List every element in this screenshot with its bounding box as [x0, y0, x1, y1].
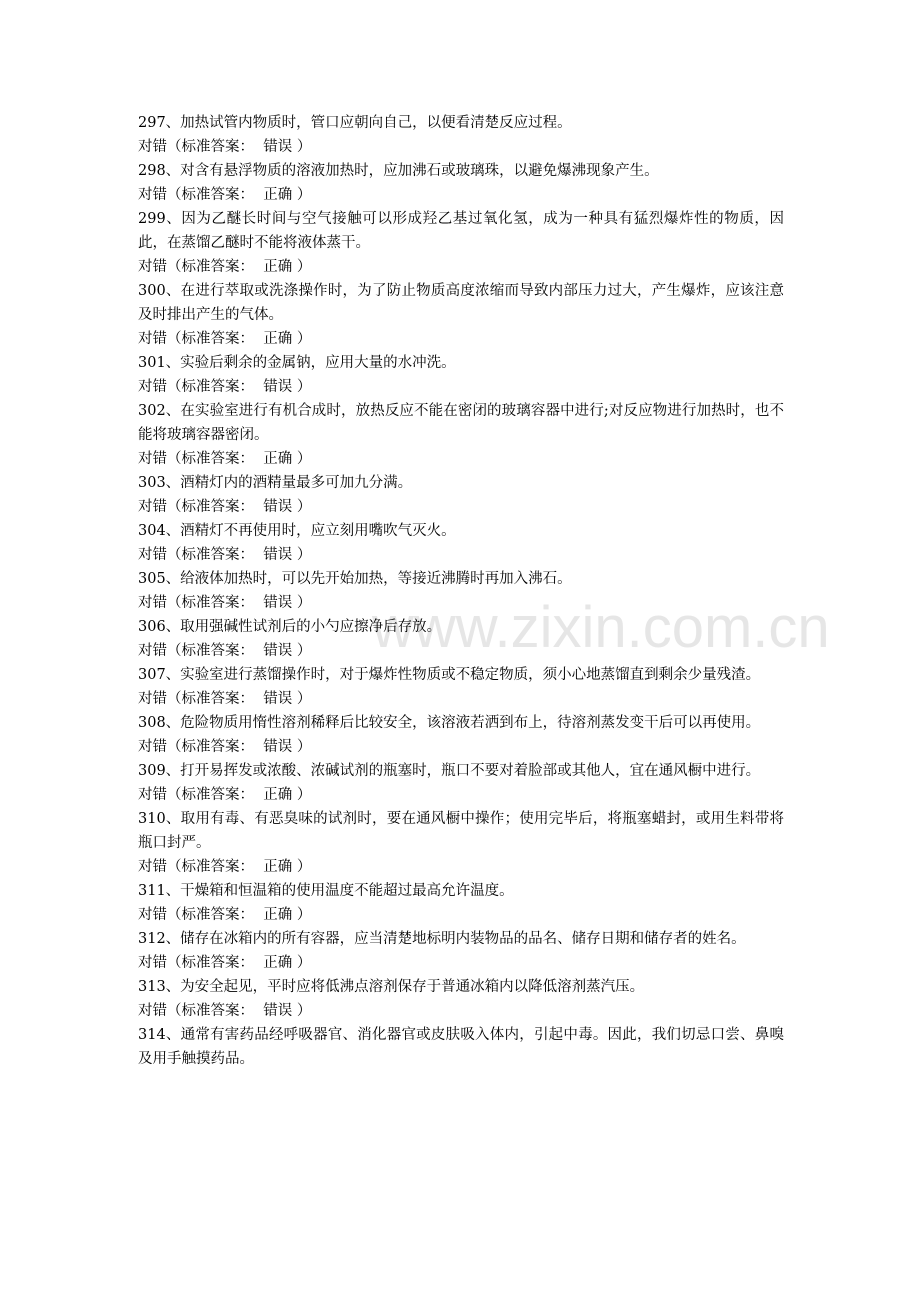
question-text: 309、打开易挥发或浓酸、浓碱试剂的瓶塞时，瓶口不要对着脸部或其他人，宜在通风橱中进行。 — [138, 763, 761, 779]
answer-text: 对错（标准答案： 错误 ） — [138, 499, 312, 515]
watermark: www.zixin.com.cn — [372, 595, 830, 660]
answer-text: 对错（标准答案： 正确 ） — [138, 787, 312, 803]
question-text: 300、在进行萃取或洗涤操作时，为了防止物质高度浓缩而导致内部压力过大，产生爆炸，应该注意及时排出产生的气体。 — [138, 283, 784, 323]
answer-text: 对错（标准答案： 正确 ） — [138, 259, 312, 275]
question-text: 313、为安全起见，平时应将低沸点溶剂保存于普通冰箱内以降低溶剂蒸汽压。 — [138, 979, 645, 995]
answer-text: 对错（标准答案： 正确 ） — [138, 187, 312, 203]
answer-text: 对错（标准答案： 正确 ） — [138, 907, 312, 923]
answer-text: 对错（标准答案： 错误 ） — [138, 1003, 312, 1019]
question-text: 306、取用强碱性试剂后的小勺应擦净后存放。 — [138, 619, 442, 635]
question-text: 299、因为乙醚长时间与空气接触可以形成羟乙基过氧化氢，成为一种具有猛烈爆炸性的物质，因此，在蒸馏乙醚时不能将液体蒸干。 — [138, 211, 784, 251]
answer-text: 对错（标准答案： 错误 ） — [138, 547, 312, 563]
question-text: 301、实验后剩余的金属钠，应用大量的水冲洗。 — [138, 355, 456, 371]
answer-text: 对错（标准答案： 错误 ） — [138, 379, 312, 395]
question-text: 314、通常有害药品经呼吸器官、消化器官或皮肤吸入体内，引起中毒。因此，我们切忌口尝、鼻嗅及用手触摸药品。 — [138, 1027, 784, 1067]
question-text: 311、干燥箱和恒温箱的使用温度不能超过最高允许温度。 — [138, 883, 514, 899]
question-text: 305、给液体加热时，可以先开始加热，等接近沸腾时再加入沸石。 — [138, 571, 572, 587]
answer-text: 对错（标准答案： 错误 ） — [138, 691, 312, 707]
question-text: 298、对含有悬浮物质的溶液加热时，应加沸石或玻璃珠，以避免爆沸现象产生。 — [138, 163, 659, 179]
question-text: 302、在实验室进行有机合成时，放热反应不能在密闭的玻璃容器中进行;对反应物进行加热时，也不能将玻璃容器密闭。 — [138, 403, 784, 443]
question-text: 303、酒精灯内的酒精量最多可加九分满。 — [138, 475, 413, 491]
answer-text: 对错（标准答案： 正确 ） — [138, 859, 312, 875]
question-text: 308、危险物质用惰性溶剂稀释后比较安全，该溶液若洒到布上，待溶剂蒸发变干后可以再使用。 — [138, 715, 761, 731]
answer-text: 对错（标准答案： 错误 ） — [138, 595, 312, 611]
answer-text: 对错（标准答案： 正确 ） — [138, 451, 312, 467]
answer-text: 对错（标准答案： 错误 ） — [138, 739, 312, 755]
answer-text: 对错（标准答案： 错误 ） — [138, 139, 312, 155]
question-list — [138, 111, 784, 1071]
answer-text: 对错（标准答案： 正确 ） — [138, 955, 312, 971]
question-text: 297、加热试管内物质时，管口应朝向自己，以便看清楚反应过程。 — [138, 115, 572, 131]
answer-text: 对错（标准答案： 错误 ） — [138, 643, 312, 659]
question-text: 307、实验室进行蒸馏操作时，对于爆炸性物质或不稳定物质，须小心地蒸馏直到剩余少量残渣。 — [138, 667, 761, 683]
question-text: 310、取用有毒、有恶臭味的试剂时，要在通风橱中操作；使用完毕后，将瓶塞蜡封，或用生料带将瓶口封严。 — [138, 811, 784, 851]
answer-text: 对错（标准答案： 正确 ） — [138, 331, 312, 347]
question-text: 312、储存在冰箱内的所有容器，应当清楚地标明内装物品的品名、储存日期和储存者的姓名。 — [138, 931, 746, 947]
question-text: 304、酒精灯不再使用时，应立刻用嘴吹气灭火。 — [138, 523, 456, 539]
